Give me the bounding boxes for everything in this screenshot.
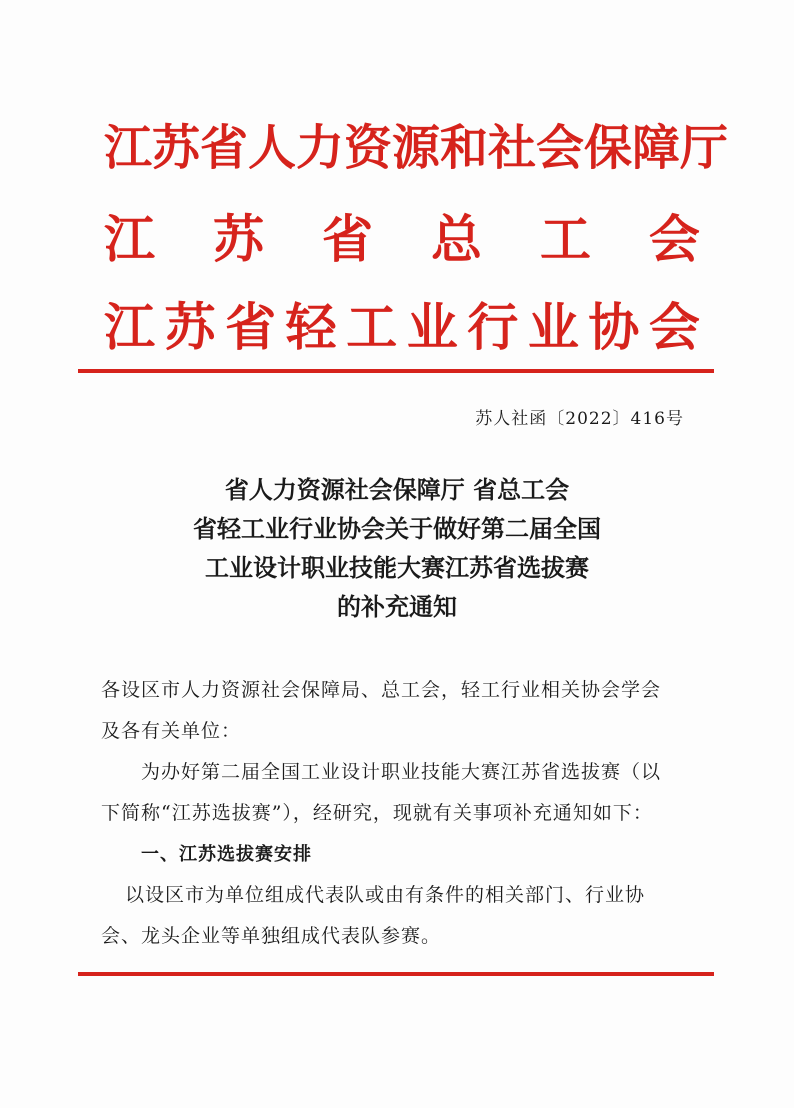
org-char: 总	[430, 210, 482, 270]
issuing-org-2	[104, 200, 700, 280]
org-char: 苏	[212, 210, 264, 270]
org-char: 省	[225, 298, 277, 358]
org-char: 行	[467, 298, 519, 358]
paragraph-arrangement	[101, 875, 713, 957]
document-title	[80, 470, 714, 626]
org-char: 苏	[164, 298, 216, 358]
title-line: 省人力资源社会保障厅 省总工会	[224, 475, 570, 504]
document-number: 苏人社函〔2022〕416号	[475, 409, 684, 429]
title-line: 的补充通知	[337, 592, 457, 621]
org-char: 会	[648, 210, 700, 270]
org-char: 轻	[285, 298, 337, 358]
addressee	[101, 670, 713, 752]
org-char: 会	[648, 298, 700, 358]
paragraph-line: 下简称“江苏选拔赛”），经研究，现就有关事项补充通知如下：	[101, 802, 653, 824]
paragraph-line: 以设区市为单位组成代表队或由有条件的相关部门、行业协	[125, 884, 646, 906]
title-line: 省轻工业行业协会关于做好第二届全国	[193, 514, 601, 543]
org-char: 协	[588, 298, 640, 358]
org-char: 省	[321, 210, 373, 270]
issuing-org-3	[104, 288, 700, 368]
addressee-line: 各设区市人力资源社会保障局、总工会，轻工行业相关协会学会	[101, 679, 662, 701]
addressee-line: 及各有关单位：	[101, 720, 242, 742]
paragraph-intro	[101, 752, 713, 834]
section-heading: 一、江苏选拔赛安排	[141, 844, 312, 865]
org-char: 工	[346, 298, 398, 358]
org-char: 业	[406, 298, 458, 358]
title-line: 工业设计职业技能大赛江苏省选拔赛	[205, 553, 589, 582]
org-char: 江	[104, 298, 156, 358]
org-name-text: 江苏省人力资源和社会保障厅	[104, 120, 729, 176]
paragraph-line: 为办好第二届全国工业设计职业技能大赛江苏省选拔赛（以	[141, 761, 662, 783]
issuing-org-1	[104, 108, 729, 188]
header-red-rule	[78, 369, 714, 373]
footer-red-rule	[78, 972, 714, 976]
org-char: 江	[104, 210, 156, 270]
org-char: 业	[527, 298, 579, 358]
paragraph-line: 会、龙头企业等单独组成代表队参赛。	[101, 925, 442, 947]
org-char: 工	[539, 210, 591, 270]
